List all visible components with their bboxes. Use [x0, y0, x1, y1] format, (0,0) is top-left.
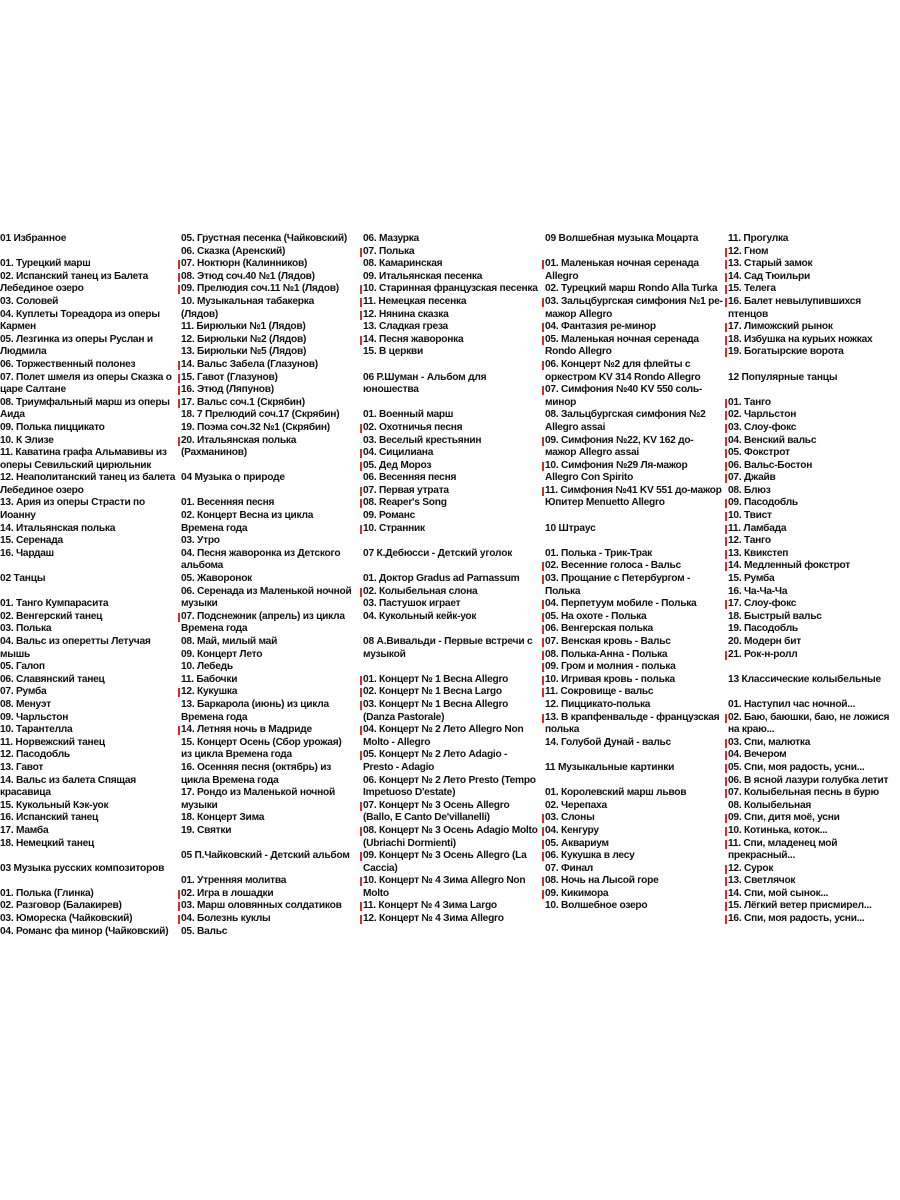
- track-item: 02. Турецкий марш Rondo Alla Turka: [545, 283, 718, 295]
- track-item: 04. Романс фа минор (Чайковский): [0, 925, 169, 937]
- track-item: 20. Модерн бит: [728, 636, 801, 647]
- track-item: 06. Кукушка в лесу: [545, 850, 723, 863]
- spacer: [0, 246, 176, 259]
- track-item: 06. Концерт № 2 Лето Presto (Tempo Impetuoso D'estate): [363, 774, 536, 799]
- track-item: 19. Пасодобль: [728, 623, 798, 635]
- track-item: 13. Ария из оперы Страсти по Иоанну: [0, 497, 145, 522]
- track-item: 18. 7 Прелюдий соч.17 (Скрябин): [181, 409, 340, 421]
- track-item: 03. Марш оловянных солдатиков: [181, 900, 353, 913]
- track-item: 03. Концерт № 1 Весна Allegro (Danza Pastorale): [363, 699, 539, 724]
- track-item: 11. Сокровище - вальс: [545, 686, 723, 699]
- track-item: 05. Жаворонок: [181, 573, 253, 585]
- track-item: 02. Концерт № 1 Весна Largo: [363, 686, 539, 699]
- track-item: 05. Лезгинка из оперы Руслан и Людмила: [0, 333, 153, 358]
- album-title: 07 К.Дебюсси - Детский уголок: [363, 547, 513, 559]
- track-item: 02. Разговор (Балакирев): [0, 900, 122, 912]
- track-item: 09. Концерт № 3 Осень Allegro (La Caccia): [363, 850, 539, 875]
- track-item: 06. Венгерская полька: [545, 623, 723, 636]
- track-item: 17. Рондо из Маленькой ночной музыки: [181, 787, 335, 811]
- album-section: [728, 674, 900, 926]
- track-item: 04. Вальс из оперетты Летучая мышь: [0, 636, 151, 660]
- track-item: 15. Лёгкий ветер присмирел...: [728, 900, 900, 913]
- track-item: 09. Кикимора: [545, 888, 723, 901]
- track-item: 03. Пастушок играет: [363, 598, 461, 610]
- track-item: 07. Джайв: [728, 472, 900, 485]
- track-item: 04. Фантазия ре-минор: [545, 321, 723, 334]
- album-title: 10 Штраус: [545, 522, 596, 534]
- column-3: [363, 233, 539, 926]
- track-item: 06. В ясной лазури голубка летит: [728, 775, 900, 788]
- album-title: 05 П.Чайковский - Детский альбом: [181, 850, 350, 862]
- track-item: 01. Утренняя молитва: [181, 875, 287, 887]
- track-item: 10. Странник: [363, 523, 539, 536]
- track-item: 09. Гром и молния - полька: [545, 661, 723, 674]
- track-item: 14. Голубой Дунай - вальс: [545, 736, 671, 748]
- spacer: [545, 246, 723, 259]
- track-item: 10. Тарантелла: [0, 724, 73, 736]
- track-item: 01. Танго Кумпарасита: [0, 598, 109, 610]
- track-item: 07. Ноктюрн (Калинников): [181, 258, 353, 271]
- track-item: 05. Концерт № 2 Лето Adagio - Presto - Adagio: [363, 749, 539, 774]
- spacer: [728, 384, 900, 397]
- track-item: 03. Соловей: [0, 295, 59, 307]
- album-section: [728, 233, 900, 359]
- track-item: 01. Весенняя песня: [181, 497, 275, 509]
- track-item: 07. Колыбельная песнь в бурю: [728, 787, 900, 800]
- album-section: [0, 863, 176, 939]
- track-item: 14. Вальс из балета Спящая красавица: [0, 774, 137, 799]
- track-item: 04. Кенгуру: [545, 825, 723, 838]
- track-item: 03. Слоны: [545, 812, 723, 825]
- track-item: 01. Полька - Трик-Трак: [545, 547, 652, 559]
- track-item: 07. Финал: [545, 862, 593, 874]
- track-item: 10. Волшебное озеро: [545, 900, 648, 912]
- track-item: 08. Зальцбургская симфония №2 Allegro assai: [545, 409, 706, 433]
- track-item: 09. Пасодобль: [728, 497, 900, 510]
- track-item: 09. Чарльстон: [0, 711, 69, 723]
- album-title: 03 Музыка русских композиторов: [0, 862, 165, 874]
- track-item: 11. Каватина графа Альмавивы из оперы Севильский цирюльник: [0, 447, 167, 471]
- track-item: 09. Романс: [363, 510, 416, 522]
- track-item: 04. Перпетуум мобиле - Полька: [545, 598, 723, 611]
- track-item: 15. Гавот (Глазунов): [181, 372, 353, 385]
- track-item: 07. Симфония №40 KV 550 соль-минор: [545, 384, 723, 409]
- track-item: 07. Первая утрата: [363, 485, 539, 498]
- track-item: 17. Вальс соч.1 (Скрябин): [181, 397, 353, 410]
- track-item: 17. Слоу-фокс: [728, 598, 900, 611]
- track-item: 11. Спи, младенец мой прекрасный...: [728, 838, 900, 863]
- album-title: 01 Избранное: [0, 233, 67, 244]
- column-1: [0, 233, 176, 938]
- track-item: 04. Вечером: [728, 749, 900, 762]
- track-item: 20. Итальянская полька (Рахманинов): [181, 435, 353, 460]
- track-item: 13. Светлячок: [728, 875, 900, 888]
- track-item: 02. Колыбельная слона: [363, 586, 539, 599]
- album-section: [545, 233, 723, 510]
- track-item: 11. Бабочки: [181, 673, 238, 685]
- track-item: 03. Утро: [181, 535, 220, 547]
- track-item: 06. Весенняя песня: [363, 472, 457, 484]
- track-item: 04. Болезнь куклы: [181, 913, 353, 926]
- track-item: 01. Королевский марш львов: [545, 787, 687, 799]
- track-item: 03. Зальцбургская симфония №1 ре-мажор Allegro: [545, 295, 723, 320]
- track-item: 06. Серенада из Маленькой ночной музыки: [181, 585, 352, 610]
- album-section: [363, 636, 539, 926]
- track-item: 12. Кукушка: [181, 686, 353, 699]
- spacer: [0, 875, 176, 888]
- track-item: 19. Богатырские ворота: [728, 346, 900, 359]
- track-item: 11. Норвежский танец: [0, 736, 105, 748]
- spacer: [0, 586, 176, 599]
- track-item: 08. Менуэт: [0, 698, 51, 710]
- album-title: 06 Р.Шуман - Альбом для юношества: [363, 371, 487, 396]
- album-section: [0, 573, 176, 850]
- spacer: [728, 359, 900, 372]
- spacer: [181, 863, 353, 876]
- track-item: 02. Испанский танец из Балета Лебединое озеро: [0, 270, 149, 295]
- album-section: [545, 523, 723, 750]
- track-item: 12. Нянина сказка: [363, 309, 539, 322]
- track-item: 02. Венгерский танец: [0, 610, 103, 622]
- album-section: [728, 372, 900, 662]
- track-item: 04. Сицилиана: [363, 447, 539, 460]
- track-item: 01. Маленькая ночная серенада Allegro: [545, 258, 723, 283]
- track-item: 16. Испанский танец: [0, 812, 99, 824]
- track-item: 12. Гном: [728, 246, 900, 259]
- track-item: 18. Избушка на курьих ножках: [728, 334, 900, 347]
- track-item: 13. Старый замок: [728, 258, 900, 271]
- track-item: 08. Этюд соч.40 №1 (Лядов): [181, 271, 353, 284]
- track-item: 06. Сказка (Аренский): [181, 245, 286, 257]
- album-title: 13 Классические колыбельные: [728, 673, 881, 685]
- track-item: 15. Телега: [728, 283, 900, 296]
- track-item: 08. Колыбельная: [728, 799, 812, 811]
- track-item: 10. Игривая кровь - полька: [545, 674, 723, 687]
- track-item: 14. Сад Тюильри: [728, 271, 900, 284]
- track-item: 19. Поэма соч.32 №1 (Скрябин): [181, 421, 330, 433]
- spacer: [545, 535, 723, 548]
- track-item: 06. Концерт №2 для флейты с оркестром KV 314 Rondo Allegro: [545, 359, 723, 384]
- track-item: 01. Доктор Gradus ad Parnassum: [363, 573, 520, 585]
- track-item: 11. Концерт № 4 Зима Largo: [363, 900, 539, 913]
- spacer: [728, 661, 900, 674]
- track-item: 06. Мазурка: [363, 233, 419, 244]
- spacer: [363, 535, 539, 548]
- track-item: 01. Танго: [728, 397, 900, 410]
- track-item: 05. Вальс: [181, 925, 228, 937]
- album-section: [545, 762, 723, 913]
- spacer: [0, 560, 176, 573]
- track-item: 17. Лиможский рынок: [728, 321, 900, 334]
- track-item: 17. Мамба: [0, 824, 49, 836]
- spacer: [181, 460, 353, 473]
- track-item: 05. Аквариум: [545, 838, 723, 851]
- track-item: 03. Слоу-фокс: [728, 422, 900, 435]
- track-item: 01. Полька (Глинка): [0, 887, 94, 899]
- track-item: 08. Блюз: [728, 484, 771, 496]
- track-item: 15. В церкви: [363, 346, 423, 358]
- track-item: 01. Концерт № 1 Весна Allegro: [363, 674, 539, 687]
- album-section: [0, 233, 176, 560]
- track-item: 01. Наступил час ночной...: [728, 698, 856, 710]
- album-section: [363, 233, 539, 359]
- track-item: 13. Квикстеп: [728, 548, 900, 561]
- track-item: 03. Спи, малютка: [728, 737, 900, 750]
- track-item: 13. В крапфенвальде - французская полька: [545, 712, 723, 737]
- track-item: 16. Осенняя песня (октябрь) из цикла Времена года: [181, 761, 332, 786]
- track-item: 05. Спи, моя радость, усни...: [728, 762, 900, 775]
- track-item: 10. Твист: [728, 510, 900, 523]
- track-item: 02. Чарльстон: [728, 409, 900, 422]
- track-item: 04. Песня жаворонка из Детского альбома: [181, 547, 341, 572]
- track-item: 10. Музыкальная табакерка (Лядов): [181, 295, 314, 320]
- track-item: 16. Спи, моя радость, усни...: [728, 913, 900, 926]
- track-item: 10. К Элизе: [0, 434, 54, 446]
- spacer: [363, 359, 539, 372]
- track-item: 09. Прелюдия соч.11 №1 (Лядов): [181, 283, 353, 296]
- track-item: 05. Галоп: [0, 661, 45, 673]
- spacer: [181, 838, 353, 851]
- track-item: 15. Серенада: [0, 535, 63, 547]
- track-item: 01. Турецкий марш: [0, 258, 91, 270]
- track-item: 12. Концерт № 4 Зима Allegro: [363, 913, 539, 926]
- track-item: 09. Полька пиццикато: [0, 421, 105, 433]
- album-section: [181, 472, 353, 837]
- track-item: 11. Прогулка: [728, 233, 789, 244]
- track-item: 14. Вальс Забела (Глазунов): [181, 359, 353, 372]
- track-item: 18. Немецкий танец: [0, 837, 95, 849]
- track-item: 08. Триумфальный марш из оперы Аида: [0, 396, 170, 421]
- track-item: 16. Балет невылупившихся птенцов: [728, 296, 900, 321]
- track-item: 05. Грустная песенка (Чайковский): [181, 233, 348, 244]
- track-item: 06. Вальс-Бостон: [728, 460, 900, 473]
- track-item: 06. Торжественный полонез: [0, 358, 136, 370]
- track-item: 12. Бирюльки №2 (Лядов): [181, 333, 307, 345]
- track-item: 05. Маленькая ночная серенада Rondo Allegro: [545, 334, 723, 359]
- track-item: 13. Баркарола (июнь) из цикла Времена года: [181, 698, 329, 723]
- track-item: 04. Венский вальс: [728, 435, 900, 448]
- album-section: [363, 548, 539, 624]
- track-item: 08. Reaper's Song: [363, 497, 539, 510]
- spacer: [728, 686, 900, 699]
- track-item: 13. Сладкая греза: [363, 321, 448, 333]
- album-section: [181, 233, 353, 460]
- track-item: 15. Румба: [728, 573, 775, 585]
- track-item: 14. Летняя ночь в Мадриде: [181, 724, 353, 737]
- track-item: 16. Чардаш: [0, 547, 54, 559]
- track-item: 11. Бирюльки №1 (Лядов): [181, 321, 306, 333]
- track-item: 02. Баю, баюшки, баю, не ложися на краю...: [728, 712, 900, 737]
- track-item: 08. Ночь на Лысой горе: [545, 875, 723, 888]
- track-item: 10. Симфония №29 Ля-мажор Allegro Con Spirito: [545, 460, 723, 485]
- spacer: [545, 749, 723, 762]
- track-item: 02. Весенние голоса - Вальс: [545, 560, 723, 573]
- track-item: 04. Кукольный кейк-уок: [363, 610, 477, 622]
- track-item: 07. Концерт № 3 Осень Allegro (Ballo, E Canto De'villanelli): [363, 800, 539, 825]
- track-item: 12. Неаполитанский танец из балета Лебединое озеро: [0, 472, 176, 496]
- album-title: 09 Волшебная музыка Моцарта: [545, 233, 699, 244]
- track-item: 12. Сурок: [728, 863, 900, 876]
- track-item: 08. Полька-Анна - Полька: [545, 649, 723, 662]
- track-item: 08. Концерт № 3 Осень Adagio Molto (Ubriachi Dormienti): [363, 824, 538, 849]
- track-item: 07. Венская кровь - Вальс: [545, 636, 723, 649]
- track-item: 15. Концерт Осень (Сбор урожая) из цикла Времена года: [181, 736, 342, 761]
- track-item: 04. Куплеты Тореадора из оперы Кармен: [0, 308, 160, 333]
- track-item: 16. Этюд (Ляпунов): [181, 384, 353, 397]
- album-title: 08 А.Вивальди - Первые встречи с музыкой: [363, 636, 533, 660]
- track-item: 02. Игра в лошадки: [181, 888, 353, 901]
- track-item: 09. Симфония №22, KV 162 до-мажор Allegro assai: [545, 435, 723, 460]
- spacer: [545, 775, 723, 788]
- track-item: 03. Юмореска (Чайковский): [0, 913, 133, 925]
- album-section: [363, 372, 539, 536]
- track-item: 09. Концерт Лето: [181, 648, 263, 660]
- track-item: 10. Старинная французская песенка: [363, 283, 538, 295]
- track-item: 18. Быстрый вальс: [728, 610, 822, 622]
- track-item: 05. На охоте - Полька: [545, 611, 723, 624]
- album-title: 11 Музыкальные картинки: [545, 761, 675, 773]
- track-item: 10. Концерт № 4 Зима Allegro Non Molto: [363, 875, 539, 900]
- track-item: 07. Полет шмеля из оперы Сказка о царе Салтане: [0, 371, 172, 396]
- spacer: [0, 850, 176, 863]
- track-item: 11. Немецкая песенка: [363, 296, 539, 309]
- track-item: 13. Гавот: [0, 761, 44, 773]
- track-item: 12. Танго: [728, 535, 900, 548]
- track-item: 02. Охотничья песня: [363, 422, 539, 435]
- track-item: 03. Полька: [0, 623, 52, 635]
- spacer: [363, 560, 539, 573]
- spacer: [363, 397, 539, 410]
- spacer: [181, 485, 353, 498]
- track-item: 13. Бирюльки №5 (Лядов): [181, 346, 307, 358]
- track-item: 03. Веселый крестьянин: [363, 434, 482, 446]
- track-item: 03. Прощание с Петербургом - Полька: [545, 573, 723, 598]
- track-item: 11. Симфония №41 KV 551 до-мажор Юпитер Menuetto Allegro: [545, 484, 722, 509]
- track-item: 07. Румба: [0, 686, 47, 698]
- track-item: 14. Спи, мой сынок...: [728, 888, 900, 901]
- spacer: [363, 623, 539, 636]
- track-item: 09. Спи, дитя моё, усни: [728, 812, 900, 825]
- tracklist-page: [0, 233, 900, 963]
- track-item: 02. Концерт Весна из цикла Времена года: [181, 510, 314, 534]
- track-item: 08. Камаринская: [363, 258, 443, 270]
- track-item: 05. Дед Мороз: [363, 460, 539, 473]
- spacer: [363, 661, 539, 674]
- track-item: 06. Славянский танец: [0, 673, 105, 685]
- track-item: 19. Святки: [181, 824, 232, 836]
- column-4: [545, 233, 723, 913]
- track-item: 07. Подснежник (апрель) из цикла Времена года: [181, 611, 353, 636]
- track-item: 12. Пасодобль: [0, 749, 70, 761]
- spacer: [545, 510, 723, 523]
- album-title: 04 Музыка о природе: [181, 472, 285, 484]
- track-item: 01. Военный марш: [363, 409, 454, 421]
- track-item: 09. Итальянская песенка: [363, 270, 483, 282]
- album-title: 02 Танцы: [0, 573, 46, 585]
- album-section: [181, 850, 353, 938]
- track-item: 05. Фокстрот: [728, 447, 900, 460]
- track-item: 04. Концерт № 2 Лето Allegro Non Molto - Allegro: [363, 724, 539, 749]
- track-item: 14. Медленный фокстрот: [728, 560, 900, 573]
- track-item: 11. Ламбада: [728, 523, 900, 536]
- column-2: [181, 233, 353, 938]
- track-item: 15. Кукольный Кэк-уок: [0, 799, 109, 811]
- track-item: 02. Черепаха: [545, 799, 607, 811]
- track-item: 08. Май, милый май: [181, 636, 278, 647]
- track-item: 16. Ча-Ча-Ча: [728, 585, 788, 597]
- track-item: 21. Рок-н-ролл: [728, 649, 900, 662]
- track-item: 10. Котинька, коток...: [728, 825, 900, 838]
- track-item: 07. Полька: [363, 246, 539, 259]
- track-item: 18. Концерт Зима: [181, 812, 265, 824]
- track-item: 12. Пиццикато-полька: [545, 698, 651, 710]
- track-item: 10. Лебедь: [181, 661, 233, 673]
- track-item: 14. Песня жаворонка: [363, 334, 539, 347]
- album-title: 12 Популярные танцы: [728, 371, 838, 383]
- column-5: [728, 233, 900, 926]
- track-item: 14. Итальянская полька: [0, 522, 116, 534]
